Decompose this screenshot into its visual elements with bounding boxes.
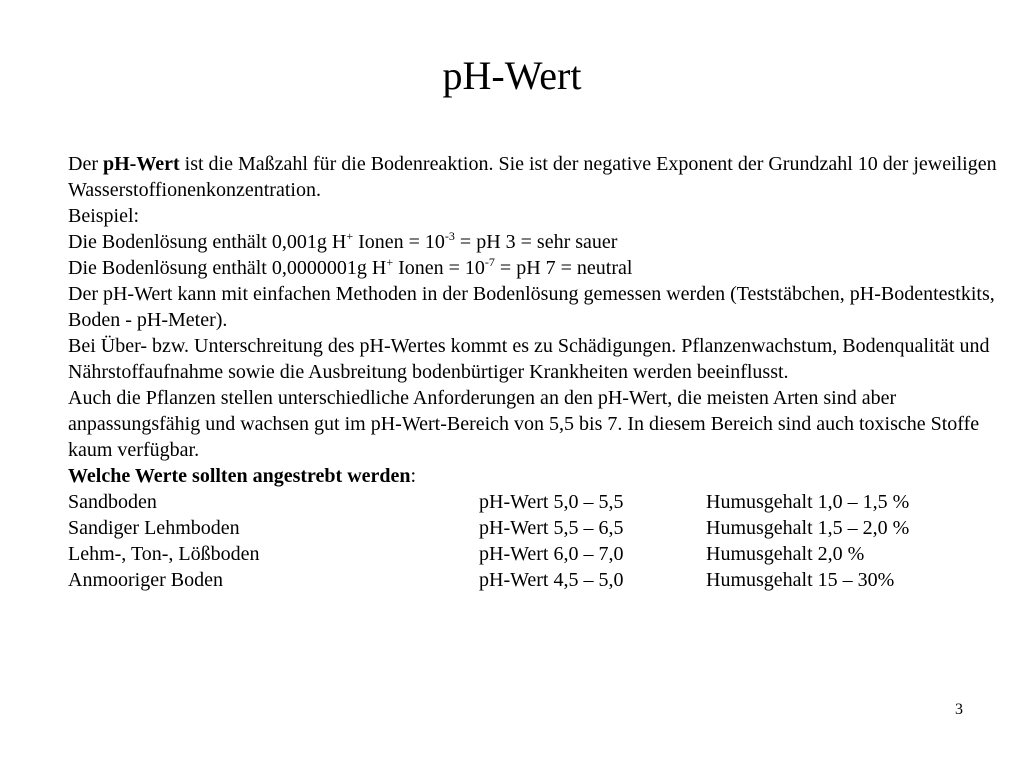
ph-range: pH-Wert 5,0 – 5,5 (479, 491, 624, 513)
definition-text: ist die Maßzahl für die Bodenreaktion. Sie ist der negative Exponent der Grundzahl 10 der jeweiligen Wasserstoffionenkonzentration. (68, 153, 997, 201)
ph-range: pH-Wert 4,5 – 5,0 (479, 569, 624, 591)
definition-prefix: Der (68, 153, 103, 175)
definition-paragraph (68, 151, 998, 203)
soil-type: Lehm-, Ton-, Lößboden (68, 543, 260, 565)
plants-paragraph: Auch die Pflanzen stellen unterschiedliche Anforderungen an den pH-Wert, die meisten Arten sind aber anpassungsfähig und wachsen gut im pH-Wert-Bereich von 5,5 bis 7. In diesem Bereich sind auch toxische Stoffe kaum verfügbar. (68, 387, 980, 461)
table-row (68, 567, 998, 593)
damage-paragraph: Bei Über- bzw. Unterschreitung des pH-Wertes kommt es zu Schädigungen. Pflanzenwachstum, Bodenqualität und Nährstoffaufnahme sowie die Ausbreitung bodenbürtiger Krankheiten werden beeinflusst. (68, 335, 990, 383)
slide-body (68, 151, 998, 593)
example-text: = pH 7 = neutral (494, 257, 633, 279)
slide-title: pH-Wert (442, 53, 582, 98)
target-values-heading (68, 463, 998, 489)
example-text: Ionen = 10 (393, 257, 485, 279)
page-number: 3 (955, 701, 963, 718)
definition-term: pH-Wert (102, 153, 180, 175)
example-text: Die Bodenlösung enthält 0,001g H (68, 231, 347, 253)
target-values-question: Welche Werte sollten angestrebt werden (68, 465, 411, 487)
example-text: Die Bodenlösung enthält 0,0000001g H (68, 257, 387, 279)
ph-range: pH-Wert 5,5 – 6,5 (479, 517, 624, 539)
humus-content: Humusgehalt 1,5 – 2,0 % (706, 517, 910, 539)
exponent: -7 (484, 255, 495, 269)
soil-type: Sandboden (68, 491, 157, 513)
humus-content: Humusgehalt 15 – 30% (706, 569, 895, 591)
target-values-colon: : (410, 465, 417, 487)
table-row (68, 541, 998, 567)
humus-content: Humusgehalt 2,0 % (706, 543, 865, 565)
table-row (68, 515, 998, 541)
example-label: Beispiel: (68, 205, 140, 227)
exponent: -3 (444, 229, 455, 243)
example-line (68, 255, 998, 281)
humus-content: Humusgehalt 1,0 – 1,5 % (706, 491, 910, 513)
example-line (68, 229, 998, 255)
example-text: = pH 3 = sehr sauer (454, 231, 618, 253)
ion-charge: + (346, 229, 354, 243)
soil-type: Sandiger Lehmboden (68, 517, 240, 539)
soil-type: Anmooriger Boden (68, 569, 223, 591)
table-row (68, 489, 998, 515)
measurement-paragraph: Der pH-Wert kann mit einfachen Methoden in der Bodenlösung gemessen werden (Teststäbchen, pH-Bodentestkits, Boden - pH-Meter). (68, 283, 995, 331)
soil-table (68, 489, 998, 593)
ph-range: pH-Wert 6,0 – 7,0 (479, 543, 624, 565)
example-text: Ionen = 10 (353, 231, 445, 253)
ion-charge: + (386, 255, 394, 269)
